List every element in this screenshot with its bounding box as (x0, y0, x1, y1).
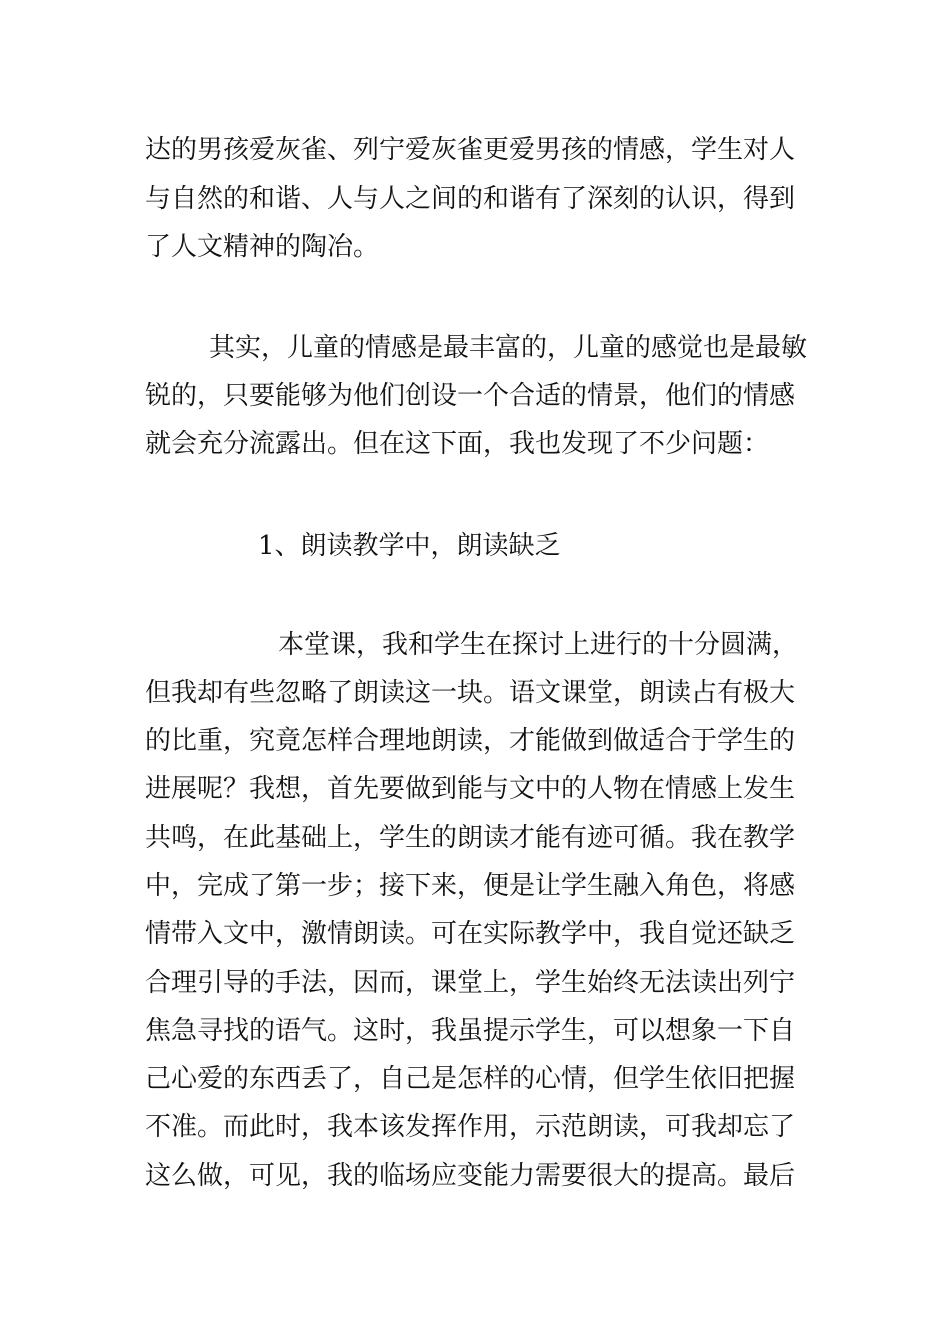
text-line: 其实，儿童的情感是最丰富的，儿童的感觉也是最敏 (209, 333, 808, 363)
text-line: 本堂课，我和学生在探讨上进行的十分圆满， (278, 630, 799, 660)
text-line: 焦急寻找的语气。这时，我虽提示学生，可以想象一下自 (145, 1016, 796, 1046)
text-line: 情带入文中，激情朗读。可在实际教学中，我自觉还缺乏 (145, 919, 796, 949)
text-line: 己心爱的东西丢了，自己是怎样的心情，但学生依旧把握 (145, 1064, 796, 1094)
text-line: 但我却有些忽略了朗读这一块。语文课堂，朗读占有极大 (145, 678, 796, 708)
text-line: 不准。而此时，我本该发挥作用，示范朗读，可我却忘了 (145, 1112, 796, 1142)
section-heading: 1、朗读教学中，朗读缺乏 (258, 531, 561, 561)
text-line: 进展呢？我想，首先要做到能与文中的人物在情感上发生 (145, 774, 796, 804)
text-line: 的比重，究竟怎样合理地朗读，才能做到做适合于学生的 (145, 726, 796, 756)
text-line: 合理引导的手法，因而，课堂上，学生始终无法读出列宁 (145, 968, 796, 998)
text-line: 达的男孩爱灰雀、列宁爱灰雀更爱男孩的情感，学生对人 (145, 135, 796, 165)
text-line: 与自然的和谐、人与人之间的和谐有了深刻的认识，得到 (145, 184, 796, 214)
text-line: 就会充分流露出。但在这下面，我也发现了不少问题： (145, 429, 770, 459)
text-line: 中，完成了第一步；接下来，便是让学生融入角色，将感 (145, 871, 796, 901)
text-line: 锐的，只要能够为他们创设一个合适的情景，他们的情感 (145, 381, 796, 411)
text-line: 了人文精神的陶冶。 (145, 232, 380, 262)
text-line: 这么做，可见，我的临场应变能力需要很大的提高。最后 (145, 1161, 796, 1191)
text-line: 共鸣，在此基础上，学生的朗读才能有迹可循。我在教学 (145, 823, 796, 853)
